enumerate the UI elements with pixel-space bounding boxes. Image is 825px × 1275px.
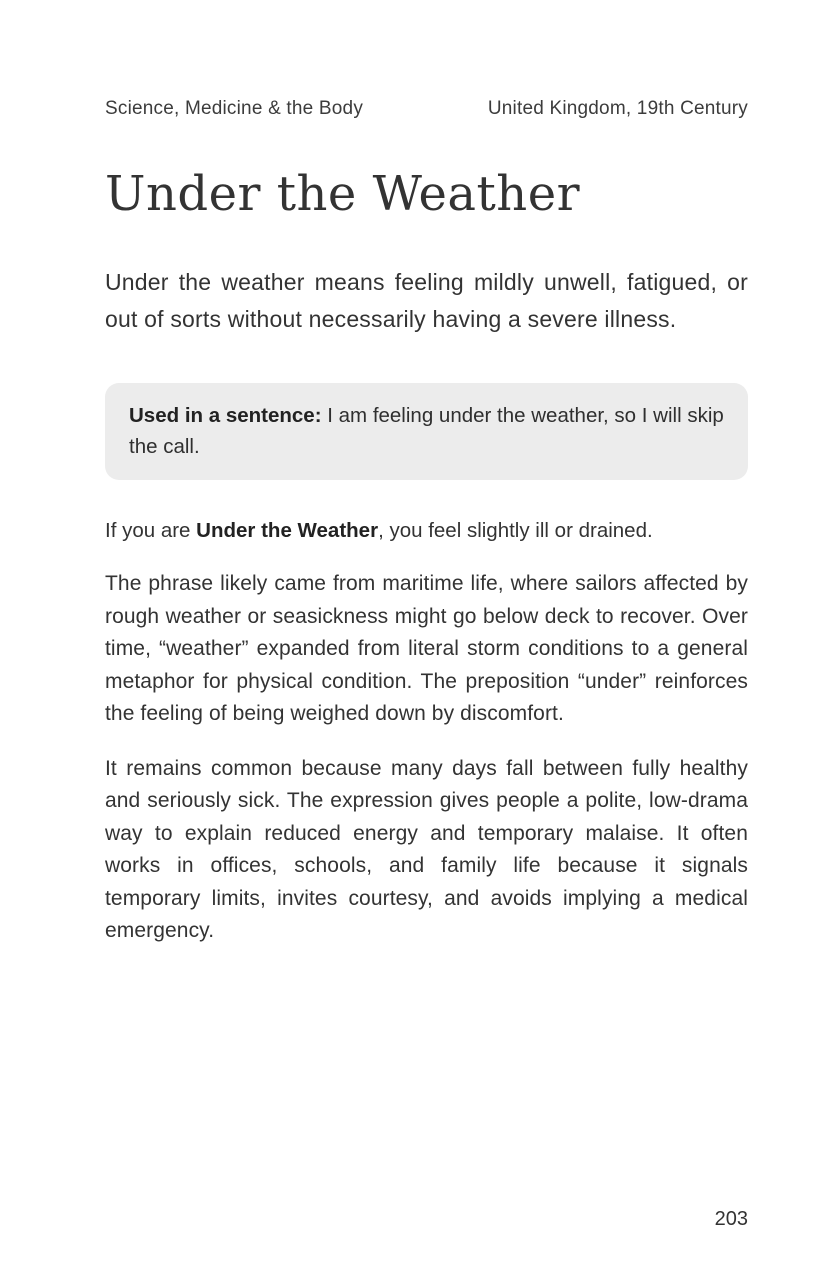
usage-line xyxy=(105,515,748,546)
origin-paragraph: The phrase likely came from maritime life, where sailors affected by rough weather or seasickness might go below deck to recover. Over time, “weather” expanded from literal storm conditions to a general metaphor for physical condition. The preposition “under” reinforces the feeling of being weighed down by discomfort. xyxy=(105,572,748,725)
page-footer xyxy=(715,1208,748,1230)
example-sentence: I am feeling under the weather, so I will skip the call. xyxy=(129,404,724,458)
modern-usage-paragraph: It remains common because many days fall between fully healthy and seriously sick. The expression gives people a polite, low-drama way to explain reduced energy and temporary malaise. It often works in offices, schools, and family life because it signals temporary limits, invites courtesy, and avoids implying a medical emergency. xyxy=(105,756,748,942)
example-sentence-box xyxy=(105,383,748,480)
definition-paragraph: Under the weather means feeling mildly unwell, fatigued, or out of sorts without necessarily having a severe illness. xyxy=(105,269,748,332)
page-header xyxy=(105,96,748,122)
page-number: 203 xyxy=(714,1208,748,1230)
usage-prefix: If you are xyxy=(105,519,197,542)
page-title: Under the Weather xyxy=(105,166,581,222)
usage-term: Under the Weather xyxy=(196,519,379,542)
header-category: Science, Medicine & the Body xyxy=(105,98,364,119)
header-context: United Kingdom, 19th Century xyxy=(487,98,748,119)
example-label: Used in a sentence: xyxy=(129,404,322,427)
usage-suffix: , you feel slightly ill or drained. xyxy=(378,519,653,542)
